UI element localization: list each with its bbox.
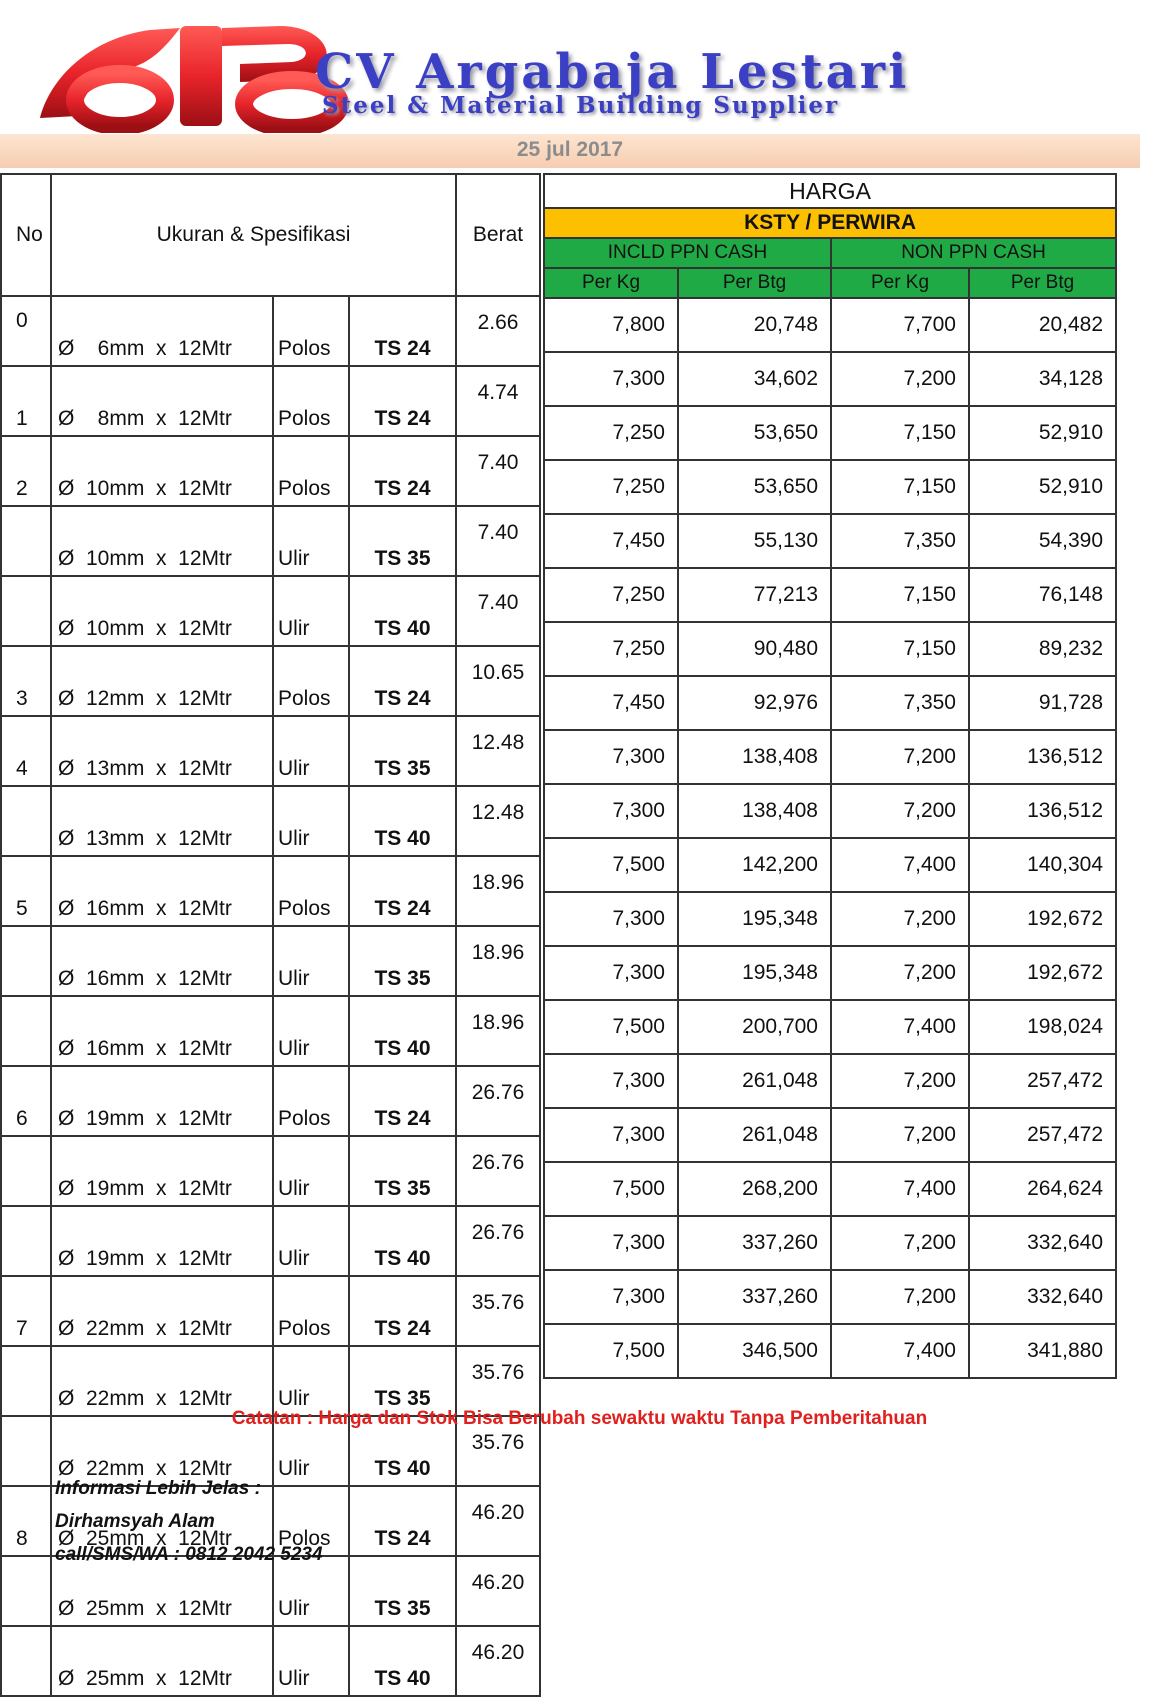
price-incl-per-btg: 77,213 xyxy=(678,568,831,622)
row-weight: 35.76 xyxy=(456,1346,540,1416)
price-non-per-kg: 7,400 xyxy=(831,1324,969,1378)
row-grade: TS 24 xyxy=(349,646,456,716)
row-size: Ø 19mm x 12Mtr xyxy=(51,1206,273,1276)
row-type: Polos xyxy=(273,436,349,506)
price-table-body xyxy=(544,298,1116,1378)
price-incl-per-kg: 7,300 xyxy=(544,892,678,946)
price-incl-per-kg: 7,300 xyxy=(544,352,678,406)
header-harga: HARGA xyxy=(544,174,1116,208)
price-non-per-kg: 7,200 xyxy=(831,892,969,946)
row-type: Polos xyxy=(273,1276,349,1346)
price-row xyxy=(544,784,1116,838)
row-weight: 2.66 xyxy=(456,296,540,366)
row-grade: TS 24 xyxy=(349,436,456,506)
row-grade: TS 35 xyxy=(349,716,456,786)
price-incl-per-btg: 53,650 xyxy=(678,406,831,460)
row-grade: TS 40 xyxy=(349,786,456,856)
price-incl-per-btg: 34,602 xyxy=(678,352,831,406)
price-non-per-btg: 20,482 xyxy=(969,298,1116,352)
price-row xyxy=(544,676,1116,730)
row-size: Ø 16mm x 12Mtr xyxy=(51,926,273,996)
price-non-per-btg: 89,232 xyxy=(969,622,1116,676)
header-berat: Berat xyxy=(456,174,540,296)
row-no xyxy=(1,1626,51,1696)
row-grade: TS 40 xyxy=(349,1626,456,1696)
price-non-per-kg: 7,200 xyxy=(831,946,969,1000)
company-logo xyxy=(30,8,360,133)
price-incl-per-btg: 346,500 xyxy=(678,1324,831,1378)
price-non-per-btg: 198,024 xyxy=(969,1000,1116,1054)
row-size: Ø 13mm x 12Mtr xyxy=(51,786,273,856)
price-row xyxy=(544,838,1116,892)
row-no: 4 xyxy=(1,716,51,786)
row-size: Ø 10mm x 12Mtr xyxy=(51,576,273,646)
row-weight: 7.40 xyxy=(456,576,540,646)
row-size: Ø 19mm x 12Mtr xyxy=(51,1066,273,1136)
row-no: 7 xyxy=(1,1276,51,1346)
header-per-btg: Per Btg xyxy=(678,268,831,298)
price-row xyxy=(544,1270,1116,1324)
row-type: Ulir xyxy=(273,1416,349,1486)
price-note: Catatan : Harga dan Stok Bisa Berubah sewaktu waktu Tanpa Pemberitahuan xyxy=(231,1408,928,1429)
price-row xyxy=(544,568,1116,622)
row-no xyxy=(1,926,51,996)
price-non-per-kg: 7,150 xyxy=(831,460,969,514)
price-non-per-kg: 7,200 xyxy=(831,352,969,406)
company-tagline: Steel & Material Building Supplier xyxy=(322,92,840,119)
row-type: Ulir xyxy=(273,786,349,856)
price-non-per-btg: 54,390 xyxy=(969,514,1116,568)
table-row xyxy=(1,576,540,646)
row-type: Polos xyxy=(273,296,349,366)
row-type: Ulir xyxy=(273,1556,349,1626)
row-grade: TS 24 xyxy=(349,1066,456,1136)
price-incl-per-kg: 7,500 xyxy=(544,1324,678,1378)
row-type: Polos xyxy=(273,646,349,716)
price-non-per-kg: 7,350 xyxy=(831,676,969,730)
row-weight: 12.48 xyxy=(456,716,540,786)
row-grade: TS 40 xyxy=(349,996,456,1066)
price-incl-per-btg: 261,048 xyxy=(678,1108,831,1162)
table-row xyxy=(1,716,540,786)
row-weight: 12.48 xyxy=(456,786,540,856)
table-row xyxy=(1,1626,540,1696)
row-size: Ø 22mm x 12Mtr xyxy=(51,1346,273,1416)
price-non-per-btg: 192,672 xyxy=(969,946,1116,1000)
table-row xyxy=(1,1346,540,1416)
row-size: Ø 22mm x 12Mtr xyxy=(51,1416,273,1486)
price-non-per-btg: 136,512 xyxy=(969,730,1116,784)
table-row xyxy=(1,366,540,436)
price-row xyxy=(544,1162,1116,1216)
header-no: No xyxy=(1,174,51,296)
price-row xyxy=(544,1054,1116,1108)
date-band xyxy=(0,134,1140,168)
row-type: Ulir xyxy=(273,926,349,996)
price-non-per-kg: 7,150 xyxy=(831,622,969,676)
table-row xyxy=(1,786,540,856)
price-incl-per-kg: 7,300 xyxy=(544,730,678,784)
header-per-kg: Per Kg xyxy=(831,268,969,298)
price-incl-per-btg: 337,260 xyxy=(678,1270,831,1324)
price-incl-per-kg: 7,250 xyxy=(544,460,678,514)
row-grade: TS 24 xyxy=(349,856,456,926)
table-row xyxy=(1,646,540,716)
price-incl-per-btg: 200,700 xyxy=(678,1000,831,1054)
price-row xyxy=(544,622,1116,676)
price-non-per-kg: 7,400 xyxy=(831,1000,969,1054)
row-weight: 35.76 xyxy=(456,1416,540,1486)
price-non-per-kg: 7,400 xyxy=(831,838,969,892)
row-weight: 26.76 xyxy=(456,1066,540,1136)
price-non-per-btg: 136,512 xyxy=(969,784,1116,838)
price-incl-per-kg: 7,500 xyxy=(544,1162,678,1216)
row-no xyxy=(1,1556,51,1626)
price-non-per-btg: 91,728 xyxy=(969,676,1116,730)
price-incl-per-kg: 7,450 xyxy=(544,514,678,568)
price-row xyxy=(544,1324,1116,1378)
price-non-per-kg: 7,400 xyxy=(831,1162,969,1216)
price-non-per-btg: 140,304 xyxy=(969,838,1116,892)
row-size: Ø 10mm x 12Mtr xyxy=(51,506,273,576)
price-table xyxy=(543,173,1117,1379)
row-type: Ulir xyxy=(273,1626,349,1696)
table-row xyxy=(1,1206,540,1276)
price-incl-per-kg: 7,300 xyxy=(544,1270,678,1324)
row-grade: TS 24 xyxy=(349,366,456,436)
row-size: Ø 6mm x 12Mtr xyxy=(51,296,273,366)
row-grade: TS 35 xyxy=(349,506,456,576)
price-non-per-kg: 7,200 xyxy=(831,1054,969,1108)
header-per-btg: Per Btg xyxy=(969,268,1116,298)
price-row xyxy=(544,946,1116,1000)
row-no xyxy=(1,576,51,646)
row-size: Ø 16mm x 12Mtr xyxy=(51,996,273,1066)
row-type: Ulir xyxy=(273,1206,349,1276)
row-no xyxy=(1,506,51,576)
page-header xyxy=(0,0,1159,170)
row-size: Ø 8mm x 12Mtr xyxy=(51,366,273,436)
price-incl-per-btg: 55,130 xyxy=(678,514,831,568)
price-non-per-btg: 52,910 xyxy=(969,460,1116,514)
table-row xyxy=(1,856,540,926)
row-no xyxy=(1,1346,51,1416)
row-type: Ulir xyxy=(273,1346,349,1416)
header-brand: KSTY / PERWIRA xyxy=(544,208,1116,238)
price-incl-per-btg: 142,200 xyxy=(678,838,831,892)
table-row xyxy=(1,926,540,996)
contact-name: Dirhamsyah Alam xyxy=(55,1511,215,1532)
row-weight: 4.74 xyxy=(456,366,540,436)
price-incl-per-kg: 7,250 xyxy=(544,406,678,460)
row-weight: 26.76 xyxy=(456,1136,540,1206)
price-row xyxy=(544,460,1116,514)
row-type: Polos xyxy=(273,1486,349,1556)
row-no xyxy=(1,996,51,1066)
price-date: 25 jul 2017 xyxy=(516,138,624,161)
table-row xyxy=(1,296,540,366)
row-no: 6 xyxy=(1,1066,51,1136)
price-row xyxy=(544,352,1116,406)
row-size: Ø 16mm x 12Mtr xyxy=(51,856,273,926)
row-weight: 18.96 xyxy=(456,926,540,996)
price-row xyxy=(544,1000,1116,1054)
price-row xyxy=(544,514,1116,568)
price-incl-per-btg: 195,348 xyxy=(678,892,831,946)
row-type: Ulir xyxy=(273,1136,349,1206)
price-row xyxy=(544,730,1116,784)
price-incl-per-kg: 7,300 xyxy=(544,1108,678,1162)
price-non-per-kg: 7,150 xyxy=(831,568,969,622)
row-no xyxy=(1,1206,51,1276)
price-non-per-kg: 7,200 xyxy=(831,730,969,784)
header-incl-ppn: INCLD PPN CASH xyxy=(544,238,831,268)
row-no xyxy=(1,786,51,856)
price-incl-per-kg: 7,250 xyxy=(544,568,678,622)
info-label: Informasi Lebih Jelas : xyxy=(55,1478,261,1499)
price-non-per-btg: 341,880 xyxy=(969,1324,1116,1378)
row-no: 8 xyxy=(1,1486,51,1556)
row-size: Ø 13mm x 12Mtr xyxy=(51,716,273,786)
row-type: Polos xyxy=(273,366,349,436)
row-size: Ø 22mm x 12Mtr xyxy=(51,1276,273,1346)
header-spec: Ukuran & Spesifikasi xyxy=(51,174,456,296)
row-type: Ulir xyxy=(273,996,349,1066)
price-non-per-kg: 7,200 xyxy=(831,1108,969,1162)
price-non-per-kg: 7,150 xyxy=(831,406,969,460)
row-type: Ulir xyxy=(273,506,349,576)
price-row xyxy=(544,298,1116,352)
row-grade: TS 35 xyxy=(349,926,456,996)
price-incl-per-kg: 7,300 xyxy=(544,1054,678,1108)
row-grade: TS 35 xyxy=(349,1136,456,1206)
price-incl-per-kg: 7,450 xyxy=(544,676,678,730)
row-grade: TS 35 xyxy=(349,1556,456,1626)
price-incl-per-btg: 268,200 xyxy=(678,1162,831,1216)
company-name: CV Argabaja Lestari xyxy=(315,44,910,100)
row-size: Ø 19mm x 12Mtr xyxy=(51,1136,273,1206)
row-grade: TS 40 xyxy=(349,576,456,646)
price-non-per-btg: 332,640 xyxy=(969,1216,1116,1270)
row-no xyxy=(1,1136,51,1206)
row-weight: 10.65 xyxy=(456,646,540,716)
row-no: 3 xyxy=(1,646,51,716)
row-weight: 46.20 xyxy=(456,1626,540,1696)
row-type: Polos xyxy=(273,856,349,926)
row-weight: 35.76 xyxy=(456,1276,540,1346)
row-grade: TS 24 xyxy=(349,296,456,366)
price-non-per-kg: 7,350 xyxy=(831,514,969,568)
price-non-per-kg: 7,200 xyxy=(831,784,969,838)
row-size: Ø 25mm x 12Mtr xyxy=(51,1486,273,1556)
price-non-per-btg: 52,910 xyxy=(969,406,1116,460)
price-non-per-btg: 264,624 xyxy=(969,1162,1116,1216)
row-type: Ulir xyxy=(273,716,349,786)
price-non-per-kg: 7,200 xyxy=(831,1270,969,1324)
row-grade: TS 40 xyxy=(349,1416,456,1486)
price-incl-per-btg: 337,260 xyxy=(678,1216,831,1270)
price-non-per-btg: 192,672 xyxy=(969,892,1116,946)
price-row xyxy=(544,892,1116,946)
table-row xyxy=(1,506,540,576)
price-incl-per-kg: 7,500 xyxy=(544,838,678,892)
row-weight: 46.20 xyxy=(456,1486,540,1556)
row-weight: 18.96 xyxy=(456,996,540,1066)
row-grade: TS 24 xyxy=(349,1486,456,1556)
row-size: Ø 10mm x 12Mtr xyxy=(51,436,273,506)
table-row xyxy=(1,1066,540,1136)
header-non-ppn: NON PPN CASH xyxy=(831,238,1116,268)
price-row xyxy=(544,406,1116,460)
row-size: Ø 12mm x 12Mtr xyxy=(51,646,273,716)
price-incl-per-btg: 53,650 xyxy=(678,460,831,514)
price-incl-per-btg: 195,348 xyxy=(678,946,831,1000)
price-incl-per-kg: 7,300 xyxy=(544,784,678,838)
row-type: Polos xyxy=(273,1066,349,1136)
table-row xyxy=(1,1136,540,1206)
price-row xyxy=(544,1216,1116,1270)
price-incl-per-btg: 20,748 xyxy=(678,298,831,352)
price-non-per-btg: 34,128 xyxy=(969,352,1116,406)
price-incl-per-kg: 7,250 xyxy=(544,622,678,676)
row-no: 0 xyxy=(1,296,51,366)
row-type: Ulir xyxy=(273,576,349,646)
price-incl-per-kg: 7,300 xyxy=(544,1216,678,1270)
price-non-per-btg: 257,472 xyxy=(969,1108,1116,1162)
price-incl-per-btg: 92,976 xyxy=(678,676,831,730)
spec-header-row xyxy=(1,174,540,296)
price-non-per-kg: 7,700 xyxy=(831,298,969,352)
row-grade: TS 24 xyxy=(349,1276,456,1346)
contact-info xyxy=(55,1472,323,1571)
price-non-per-btg: 76,148 xyxy=(969,568,1116,622)
row-weight: 26.76 xyxy=(456,1206,540,1276)
price-non-per-kg: 7,200 xyxy=(831,1216,969,1270)
row-no: 5 xyxy=(1,856,51,926)
price-non-per-btg: 332,640 xyxy=(969,1270,1116,1324)
price-incl-per-kg: 7,800 xyxy=(544,298,678,352)
row-no: 1 xyxy=(1,366,51,436)
spec-table xyxy=(0,173,541,1697)
table-row xyxy=(1,436,540,506)
table-row xyxy=(1,1276,540,1346)
row-weight: 46.20 xyxy=(456,1556,540,1626)
row-weight: 7.40 xyxy=(456,436,540,506)
contact-phone: call/SMS/WA : 0812 2042 5234 xyxy=(55,1544,323,1565)
row-weight: 7.40 xyxy=(456,506,540,576)
price-incl-per-btg: 138,408 xyxy=(678,784,831,838)
price-non-per-btg: 257,472 xyxy=(969,1054,1116,1108)
row-weight: 18.96 xyxy=(456,856,540,926)
price-incl-per-btg: 261,048 xyxy=(678,1054,831,1108)
price-incl-per-kg: 7,300 xyxy=(544,946,678,1000)
row-no: 2 xyxy=(1,436,51,506)
row-size: Ø 25mm x 12Mtr xyxy=(51,1626,273,1696)
price-incl-per-btg: 138,408 xyxy=(678,730,831,784)
table-row xyxy=(1,996,540,1066)
price-incl-per-kg: 7,500 xyxy=(544,1000,678,1054)
row-size: Ø 25mm x 12Mtr xyxy=(51,1556,273,1626)
price-incl-per-btg: 90,480 xyxy=(678,622,831,676)
price-row xyxy=(544,1108,1116,1162)
header-per-kg: Per Kg xyxy=(544,268,678,298)
row-grade: TS 40 xyxy=(349,1206,456,1276)
row-grade: TS 35 xyxy=(349,1346,456,1416)
